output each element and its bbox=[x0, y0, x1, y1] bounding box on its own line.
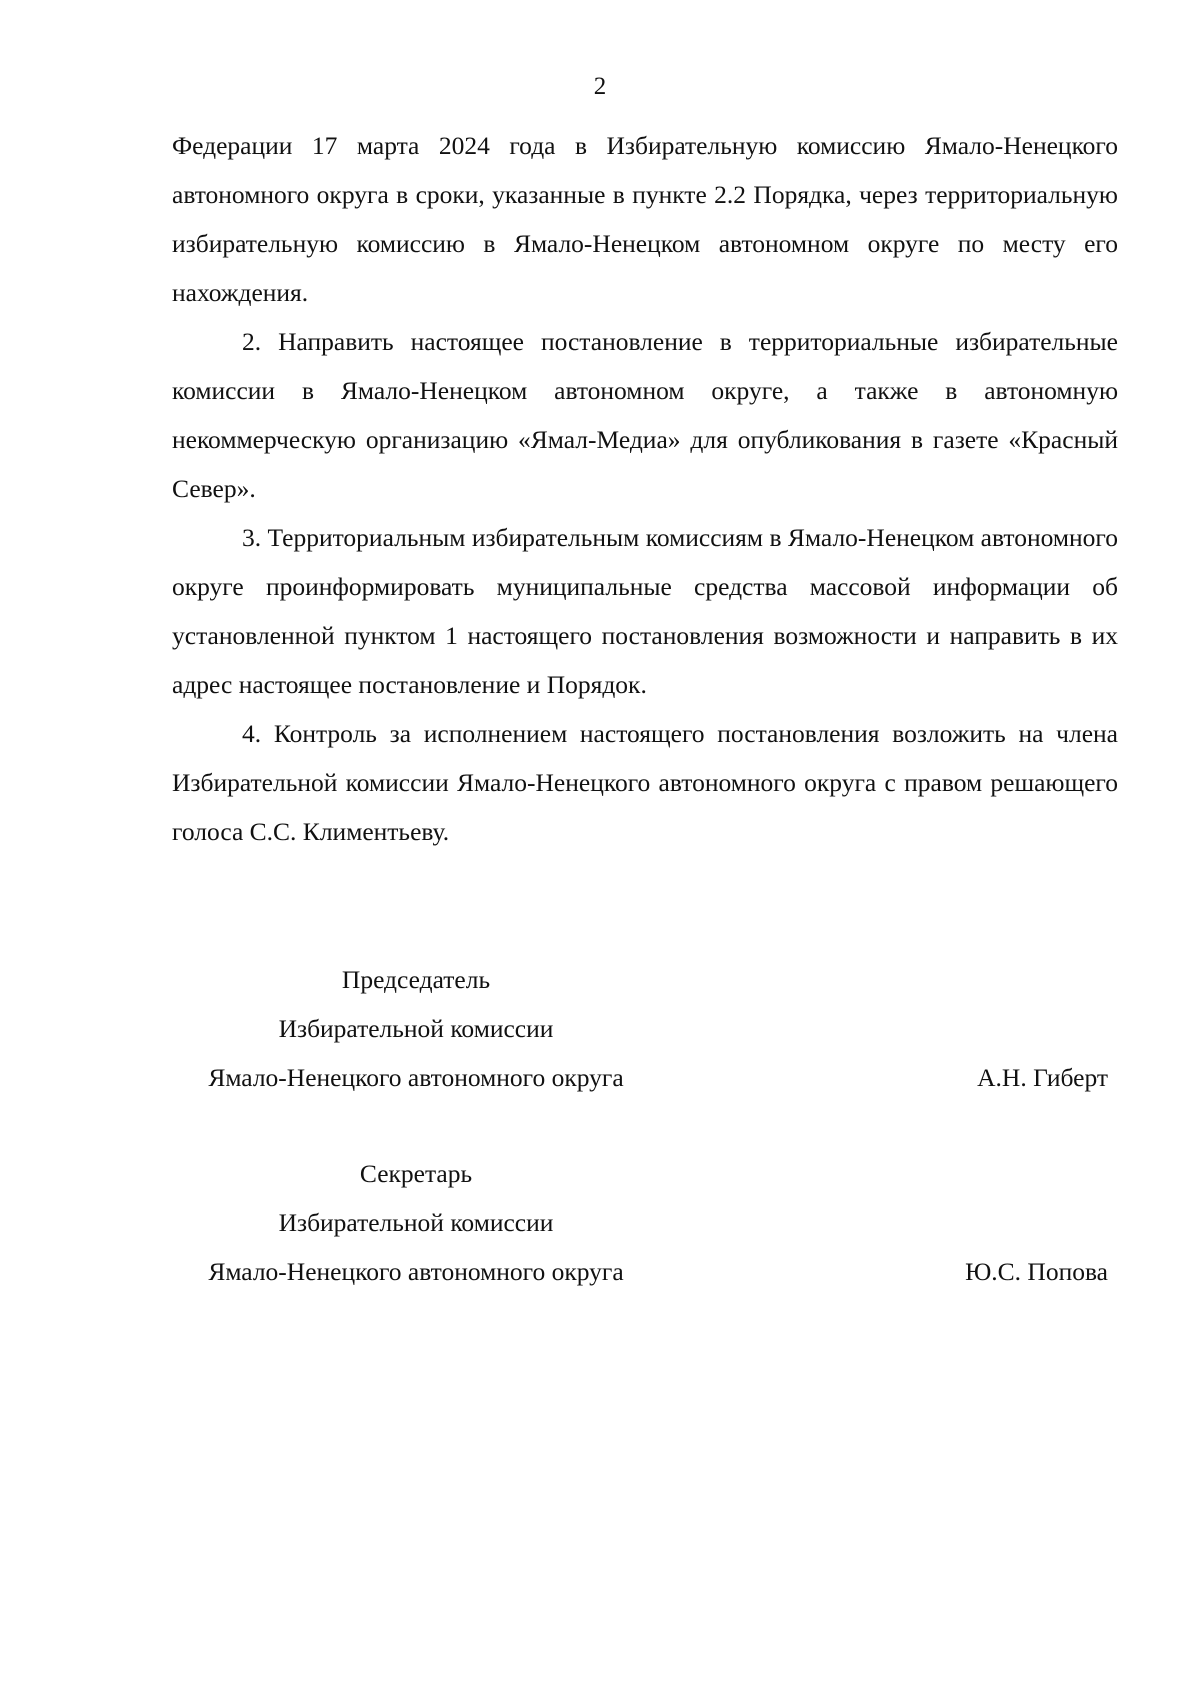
paragraph-item-4: 4. Контроль за исполнением настоящего постановления возложить на члена Избирательной комиссии Ямало-Ненецкого автономного округа с правом решающего голоса С.С. Климентьеву. bbox=[172, 719, 1118, 846]
secretary-name: Ю.С. Попова bbox=[965, 1257, 1108, 1286]
secretary-title-line-2: Избирательной комиссии bbox=[278, 1208, 554, 1237]
secretary-title-line-3: Ямало-Ненецкого автономного округа bbox=[208, 1257, 624, 1286]
paragraph-item-2: 2. Направить настоящее постановление в территориальные избирательные комиссии в Ямало-Ненецком автономном округе, а также в автономную некоммерческую организацию «Ямал-Медиа» для опубликования в газете «Красный Север». bbox=[172, 327, 1118, 503]
secretary-title-line-1: Секретарь bbox=[359, 1159, 473, 1188]
chairman-name: А.Н. Гиберт bbox=[977, 1063, 1108, 1092]
page-number: 2 bbox=[593, 73, 607, 100]
paragraph-continuation: Федерации 17 марта 2024 года в Избирательную комиссию Ямало-Ненецкого автономного округа в сроки, указанные в пункте 2.2 Порядка, через территориальную избирательную комиссию в Ямало-Ненецком автономном округе по месту его нахождения. bbox=[172, 131, 1118, 307]
chairman-title-line-1: Председатель bbox=[341, 965, 491, 994]
document-body bbox=[172, 121, 1118, 856]
paragraph-item-3: 3. Территориальным избирательным комиссиям в Ямало-Ненецком автономного округе проинформировать муниципальные средства массовой информации об установленной пунктом 1 настоящего постановления возможности и направить в их адрес настоящее постановление и Порядок. bbox=[172, 523, 1118, 699]
chairman-title-line-2: Избирательной комиссии bbox=[278, 1014, 554, 1043]
chairman-title-line-3: Ямало-Ненецкого автономного округа bbox=[208, 1063, 624, 1092]
